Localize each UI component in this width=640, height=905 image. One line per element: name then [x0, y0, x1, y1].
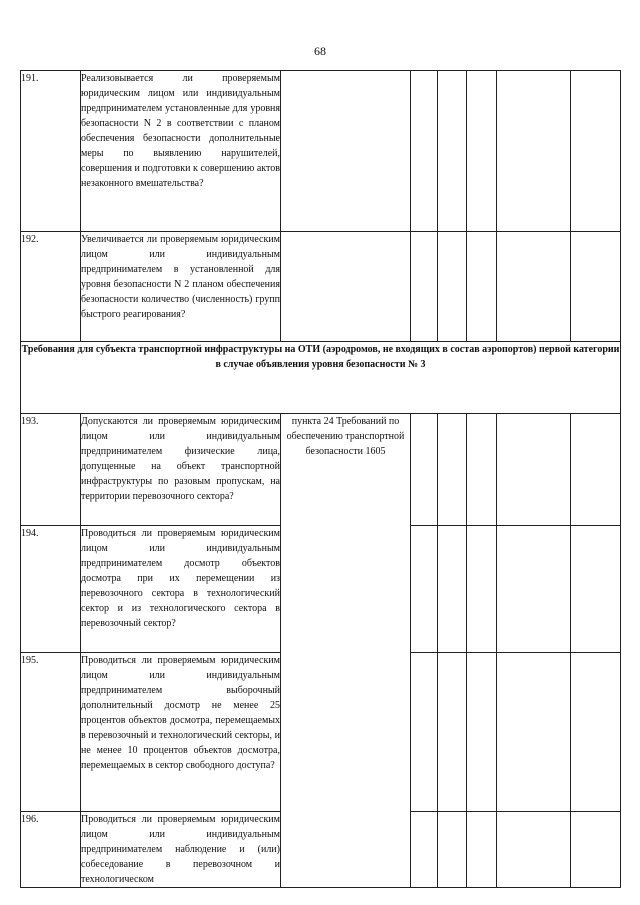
page-number: 68 [314, 44, 326, 58]
answer-yes-cell [411, 653, 438, 812]
row-number: 196. [21, 812, 81, 888]
answer-yes-cell [411, 71, 438, 232]
question-text: Проводиться ли проверяемым юридическим лицом или индивидуальным предпринимателем наблюдение и (или) собеседование в перевозочном и технологическом [81, 812, 281, 888]
question-text: Проводиться ли проверяемым юридическим лицом или индивидуальным предпринимателем досмотр объектов досмотра при их перемещении из перевозочного сектора в технологический сектор и из технологического сектора в перевозочный сектор? [81, 526, 281, 653]
table-row [21, 71, 621, 232]
row-number: 192. [21, 232, 81, 342]
table-row [21, 414, 621, 526]
extra-cell [571, 526, 621, 653]
answer-yes-cell [411, 232, 438, 342]
extra-cell [571, 71, 621, 232]
comment-cell [497, 232, 571, 342]
row-number: 191. [21, 71, 81, 232]
question-text: Проводиться ли проверяемым юридическим лицом или индивидуальным предпринимателем выборочный дополнительный досмотр не менее 25 процентов объектов досмотра, перемещаемых в перевозочный и технологический секторы, и не менее 10 процентов объектов досмотра, перемещаемых в сектор свободного доступа? [81, 653, 281, 812]
checklist-table [20, 70, 621, 888]
table-row [21, 232, 621, 342]
answer-no-cell [438, 414, 467, 526]
answer-no-cell [438, 232, 467, 342]
question-text: Реализовывается ли проверяемым юридическим лицом или индивидуальным предпринимателем установленные для уровня безопасности N 2 в соответствии с планом обеспечения безопасности дополнительные меры по выявлению нарушителей, совершения и подготовки к совершению актов незаконного вмешательства? [81, 71, 281, 232]
section-heading: Требования для субъекта транспортной инфраструктуры на ОТИ (аэродромов, не входящих в состав аэропортов) первой категории в случае объявления уровня безопасности № 3 [21, 342, 621, 414]
answer-yes-cell [411, 414, 438, 526]
answer-no-cell [438, 526, 467, 653]
question-text: Увеличивается ли проверяемым юридическим лицом или индивидуальным предпринимателем в установленной для уровня безопасности N 2 планом обеспечения безопасности количество (численность) групп быстрого реагирования? [81, 232, 281, 342]
comment-cell [497, 812, 571, 888]
requirement-reference: пункта 24 Требований по обеспечению транспортной безопасности 1605 [281, 414, 411, 888]
answer-no-cell [438, 71, 467, 232]
comment-cell [497, 526, 571, 653]
answer-na-cell [467, 232, 497, 342]
row-number: 194. [21, 526, 81, 653]
extra-cell [571, 232, 621, 342]
row-number: 195. [21, 653, 81, 812]
reference-cell [281, 71, 411, 232]
comment-cell [497, 71, 571, 232]
extra-cell [571, 812, 621, 888]
row-number: 193. [21, 414, 81, 526]
answer-na-cell [467, 71, 497, 232]
question-text: Допускаются ли проверяемым юридическим лицом или индивидуальным предпринимателем физические лица, допущенные на объект транспортной инфраструктуры по разовым пропускам, на территории перевозочного сектора? [81, 414, 281, 526]
comment-cell [497, 414, 571, 526]
answer-na-cell [467, 812, 497, 888]
answer-na-cell [467, 653, 497, 812]
extra-cell [571, 414, 621, 526]
answer-yes-cell [411, 812, 438, 888]
answer-yes-cell [411, 526, 438, 653]
section-row [21, 342, 621, 414]
extra-cell [571, 653, 621, 812]
reference-cell [281, 232, 411, 342]
answer-no-cell [438, 653, 467, 812]
answer-na-cell [467, 414, 497, 526]
comment-cell [497, 653, 571, 812]
answer-na-cell [467, 526, 497, 653]
answer-no-cell [438, 812, 467, 888]
